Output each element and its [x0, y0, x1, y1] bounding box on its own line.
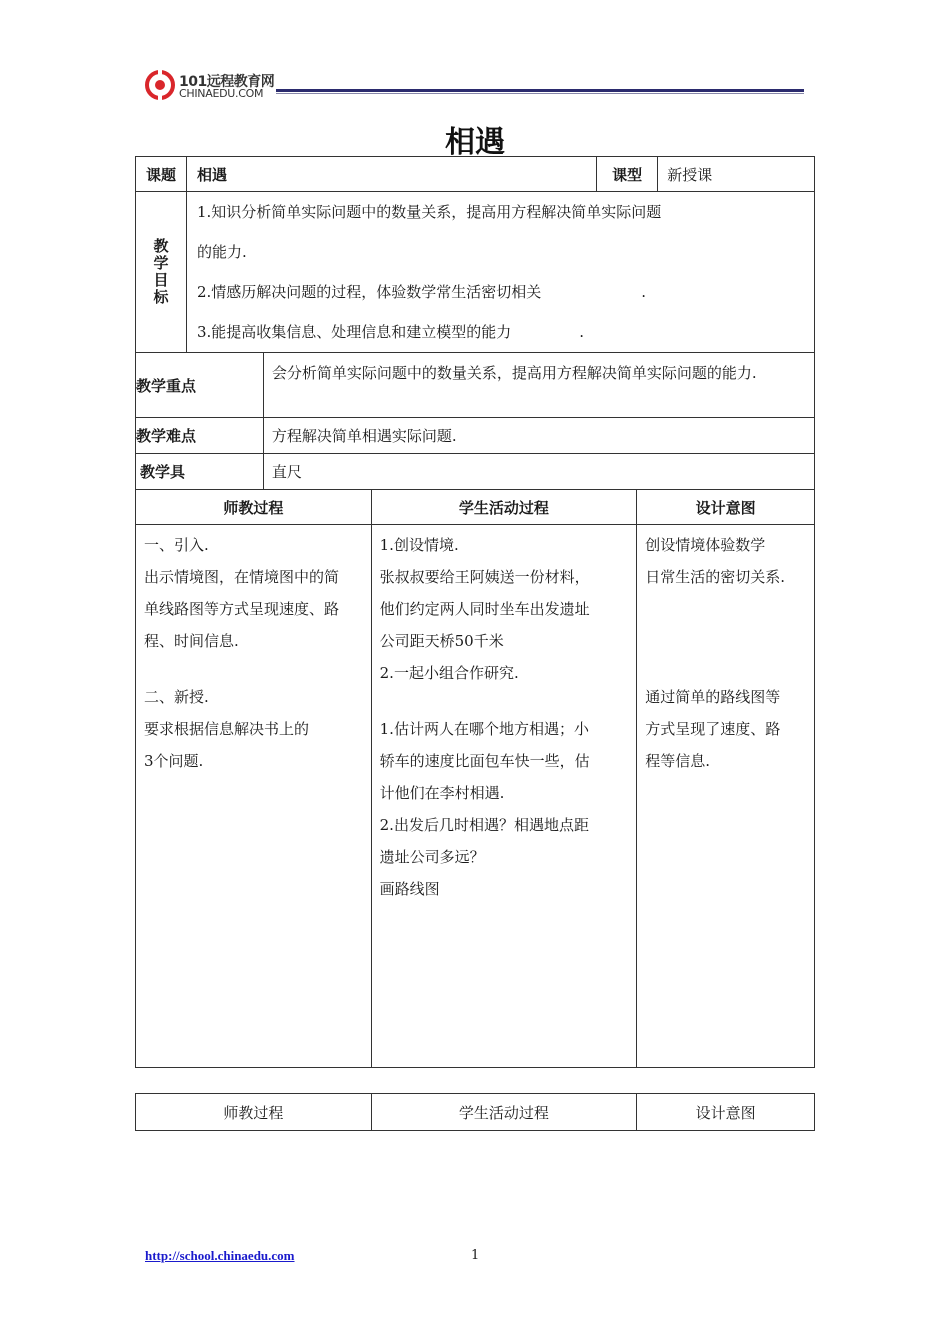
key-label: 教学重点 — [136, 376, 197, 395]
goal-line-4: 3.能提高收集信息、处理信息和建立模型的能力 — [196, 323, 512, 341]
tools-label-cell — [136, 454, 264, 490]
lesson-key-table — [135, 352, 815, 490]
page-number: 1 — [471, 1248, 480, 1263]
goal-line-3: 2.情感历解决问题的过程，体验数学常生活密切相关 — [196, 283, 542, 301]
teacher-line: 要求根据信息解决书上的 — [144, 720, 310, 738]
goal-line-2: 的能力. — [196, 243, 247, 261]
col2-header-cell — [371, 490, 637, 525]
repeat-col1-header: 师教过程 — [223, 1103, 284, 1122]
col1-header: 师教过程 — [223, 498, 284, 517]
type-label: 课型 — [612, 165, 643, 184]
student-line: 他们约定两人同时坐车出发遗址 — [379, 600, 590, 618]
lesson-info-table — [135, 156, 815, 353]
goal-line-1: 1.知识分析简单实际问题中的数量关系，提高用方程解决简单实际问题 — [196, 203, 662, 221]
student-line: 画路线图 — [379, 880, 440, 898]
teacher-line: 二、新授. — [144, 688, 209, 706]
student-line: 1.估计两人在哪个地方相遇；小 — [379, 720, 589, 738]
intent-line: 日常生活的密切关系. — [645, 568, 785, 586]
key-text-cell — [263, 353, 814, 418]
design-intent-cell — [637, 525, 815, 1068]
repeat-col3-header: 设计意图 — [695, 1103, 756, 1122]
col2-header: 学生活动过程 — [458, 498, 549, 517]
logo-text-cn: 101远程教育网 — [179, 74, 275, 90]
topic-label-cell — [136, 157, 187, 192]
student-line: 张叔叔要给王阿姨送一份材料， — [379, 568, 590, 586]
repeat-col2-cell — [371, 1094, 637, 1131]
col3-header: 设计意图 — [695, 498, 756, 517]
student-line: 1.创设情境. — [379, 536, 459, 554]
goals-label-cell — [136, 192, 187, 353]
intent-line: 通过简单的路线图等 — [645, 688, 781, 706]
student-line: 公司距天桥50千米 — [379, 632, 504, 650]
student-line: 2.一起小组合作研究. — [379, 664, 519, 682]
hard-label: 教学难点 — [136, 427, 197, 445]
intent-line: 方式呈现了速度、路 — [645, 720, 781, 738]
header-rule-thin — [276, 93, 804, 94]
topic-label: 课题 — [145, 165, 176, 184]
process-table-continued — [135, 1093, 815, 1131]
footer-link[interactable]: http://school.chinaedu.com — [145, 1248, 295, 1263]
repeat-col1-cell — [136, 1094, 372, 1131]
repeat-col2-header: 学生活动过程 — [458, 1103, 549, 1122]
col3-header-cell — [637, 490, 815, 525]
col1-header-cell — [136, 490, 372, 525]
teacher-line: 单线路图等方式呈现速度、路 — [144, 600, 340, 618]
tools-text-cell — [263, 454, 814, 490]
logo — [145, 70, 285, 104]
hard-text: 方程解决简单相遇实际问题. — [271, 427, 457, 445]
logo-icon — [145, 70, 175, 100]
student-line: 计他们在李村相遇. — [379, 784, 505, 802]
key-text: 会分析简单实际问题中的数量关系，提高用方程解决简单实际问题的能力. — [271, 364, 757, 382]
teacher-line: 出示情境图，在情境图中的简 — [144, 568, 340, 586]
goals-cell: 1.知识分析简单实际问题中的数量关系，提高用方程解决简单实际问题 的能力. 2.情感历解决问题的过程，体验数学常生活密切相关 . 3.能提高收集信息、处理信息和建立模型的能力 . — [186, 192, 814, 353]
teacher-line: 一、引入. — [144, 536, 209, 554]
type-label-cell — [597, 157, 658, 192]
process-table — [135, 489, 815, 1068]
teacher-line: 程、时间信息. — [144, 632, 239, 650]
student-line: 2.出发后几时相遇？相遇地点距 — [379, 816, 589, 834]
topic-value: 相遇 — [196, 165, 227, 184]
repeat-col3-cell — [637, 1094, 815, 1131]
topic-value-cell — [186, 157, 596, 192]
hard-label-cell — [136, 418, 264, 454]
student-line: 轿车的速度比面包车快一些，估 — [379, 752, 590, 770]
header-rule — [276, 89, 804, 92]
logo-text-en: CHINAEDU.COM — [179, 87, 264, 100]
teacher-process-cell — [136, 525, 372, 1068]
intent-line: 创设情境体验数学 — [645, 536, 766, 554]
student-process-cell — [371, 525, 637, 1068]
goals-label: 教学目标 — [153, 237, 169, 306]
tools-label: 教学具 — [140, 463, 186, 481]
student-line: 遗址公司多远？ — [379, 848, 485, 866]
intent-line: 程等信息. — [645, 752, 710, 770]
type-value-cell — [658, 157, 815, 192]
type-value: 新授课 — [667, 165, 713, 184]
teacher-line: 3个问题. — [144, 752, 204, 770]
key-label-cell — [136, 353, 264, 418]
tools-text: 直尺 — [271, 463, 302, 481]
hard-text-cell — [263, 418, 814, 454]
page-title: 相遇 — [445, 125, 505, 160]
